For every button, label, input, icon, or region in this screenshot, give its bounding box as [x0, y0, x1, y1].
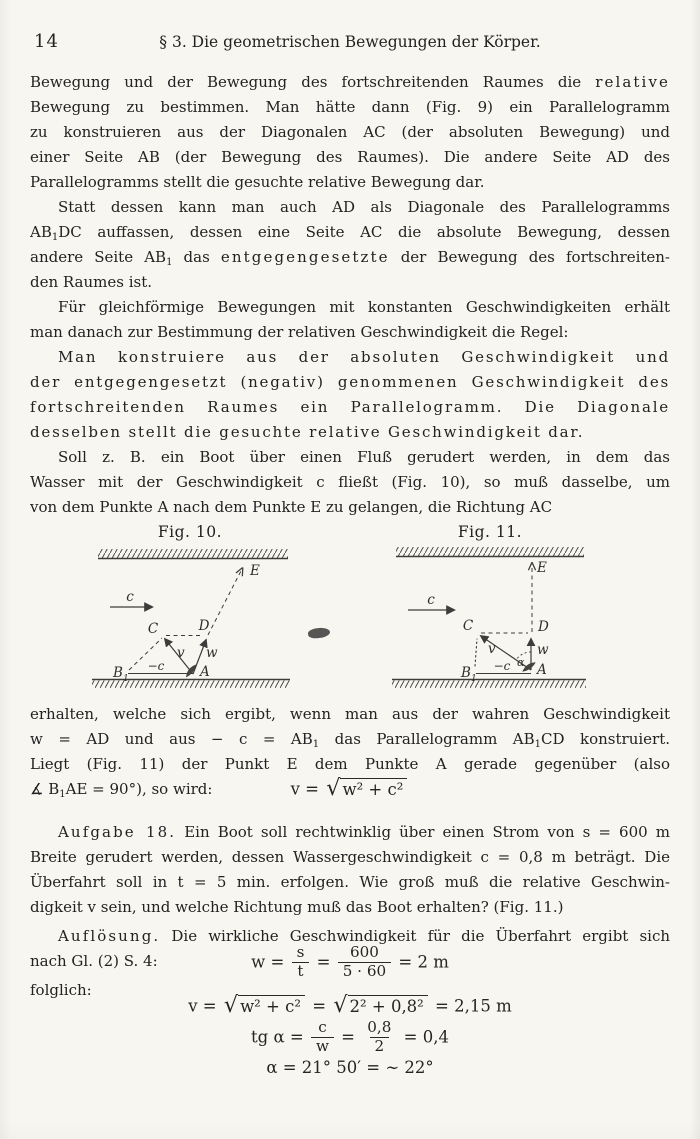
formula-text: w = — [251, 952, 290, 972]
text-run: Bewegung und der Bewegung des fortschreitenden Raumes die — [30, 73, 596, 91]
text-run: Ein Boot soll rechtwinklig über einen Strom von s = 600 m — [176, 823, 670, 842]
text-line — [30, 70, 670, 95]
text-line — [30, 870, 670, 895]
text-run: der Bewegung des fortschreiten- — [389, 248, 670, 266]
fig11-label-alpha: α — [517, 656, 525, 669]
fraction — [311, 1019, 334, 1055]
formula-text: = 2 m — [393, 952, 449, 972]
fig11-label-w: w — [537, 642, 549, 658]
text-line — [30, 370, 670, 395]
text-run: das Parallelogramm AB — [319, 730, 535, 748]
fig11-label-minus-c: −c — [493, 659, 511, 673]
text-line — [30, 270, 670, 295]
text-run: andere Seite AB — [30, 248, 167, 266]
formula-v-calculation — [30, 992, 670, 1019]
emphasized-text-run: Auflösung. — [58, 927, 161, 946]
figure-10-diagram — [40, 544, 340, 696]
text-run: von dem Punkte A nach dem Punkte E zu gelangen, die Richtung AC — [30, 498, 553, 516]
square-root — [223, 992, 305, 1019]
fraction-numerator: 0,8 — [367, 1018, 392, 1037]
fraction — [292, 944, 310, 980]
radical-sign: √ — [333, 992, 348, 1019]
text-run: Die wirkliche Geschwindigkeit für die Überfahrt ergibt sich — [160, 927, 670, 946]
text-run: das — [172, 248, 221, 266]
fig11-label-c: c — [427, 592, 435, 608]
fig11-label-E: E — [537, 560, 547, 576]
fraction-numerator: s — [296, 943, 305, 962]
fig10-label-v: v — [177, 645, 185, 661]
fig10-label-c: c — [126, 589, 134, 605]
text-line — [30, 95, 670, 120]
formula-text: = — [311, 952, 336, 972]
paragraph — [30, 70, 670, 195]
radicand: 2² + 0,8² — [348, 995, 428, 1016]
text-run: Für gleichförmige Bewegungen mit konstanten Geschwindigkeiten erhält — [58, 298, 670, 316]
formula-text: = — [335, 1027, 361, 1047]
formula-text: v = — [290, 779, 325, 799]
emphasized-text-run: Aufgabe 18. — [58, 823, 177, 842]
square-root — [333, 992, 428, 1019]
subscript: 1 — [534, 739, 542, 750]
text-run: einer Seite AB (der Bewegung des Raumes). Die andere Seite AD des — [30, 148, 670, 166]
fig11-label-B: B — [461, 665, 471, 681]
fig11-label-C: C — [462, 618, 474, 634]
square-root — [326, 775, 407, 801]
text-line — [30, 495, 670, 520]
paragraph — [30, 195, 670, 295]
formula-alpha-result — [30, 1057, 670, 1077]
subscript: 1 — [59, 789, 66, 800]
subscript: 1 — [312, 739, 320, 750]
text-run: ∡ B — [30, 780, 60, 798]
text-line — [30, 470, 670, 495]
radicand: w² + c² — [340, 778, 407, 799]
fraction-denominator: t — [292, 962, 308, 980]
emphasized-text-run: relative — [595, 73, 670, 91]
figures-row — [30, 544, 670, 696]
text-line — [30, 120, 670, 145]
formula-text: = 0,4 — [398, 1027, 449, 1047]
radical-sign: √ — [326, 775, 341, 801]
text-line — [30, 752, 670, 777]
formula-text: = 2,15 m — [429, 996, 512, 1016]
formula-text: tg α = — [251, 1027, 309, 1047]
fig10-label-C: C — [147, 621, 159, 637]
text-run: der entgegengesetzt (negativ) genommenen Geschwindigkeit des — [30, 373, 670, 391]
fig10-label-B: B — [113, 665, 123, 681]
text-block-aufgabe — [30, 820, 670, 920]
fraction-denominator: w — [311, 1037, 334, 1055]
fig11-label-A: A — [537, 662, 547, 678]
page-number: 14 — [34, 31, 59, 52]
text-line — [30, 845, 670, 870]
fraction — [338, 944, 391, 980]
figure-11 — [340, 544, 640, 696]
text-line — [30, 727, 670, 752]
text-line — [30, 702, 670, 727]
text-run: digkeit v sein, und welche Richtung muß das Boot erhalten? (Fig. 11.) — [30, 898, 564, 917]
text-run: DC auffassen, dessen eine Seite AC die absolute Bewegung, dessen — [58, 223, 670, 241]
radicand: w² + c² — [238, 995, 305, 1016]
text-run: Überfahrt soll in t = 5 min. erfolgen. Wie groß muß die relative Geschwin- — [30, 873, 670, 892]
text-run: Liegt (Fig. 11) der Punkt E dem Punkte A gerade gegenüber (also — [30, 755, 670, 773]
fig10-label-minus-c: −c — [147, 659, 165, 673]
text-run: Soll z. B. ein Boot über einen Fluß gerudert werden, in dem das — [58, 448, 670, 466]
subscript: 1 — [166, 257, 173, 268]
text-line — [30, 320, 670, 345]
text-run: Parallelogramms stellt die gesuchte relative Bewegung dar. — [30, 173, 485, 191]
formula-text: = — [306, 996, 332, 1016]
text-run: Bewegung zu bestimmen. Man hätte dann (Fig. 9) ein Parallelogramm — [30, 98, 670, 116]
text-run: fortschreitenden Raumes ein Parallelogramm. Die Diagonale — [30, 398, 670, 416]
text-line — [30, 420, 670, 445]
text-run: zu konstruieren aus der Diagonalen AC (der absoluten Bewegung) und — [30, 123, 670, 141]
fig10-label-D: D — [198, 618, 210, 634]
radical-sign: √ — [223, 992, 239, 1019]
folglich-label: folglich: — [30, 981, 92, 1000]
figure-10-caption: Fig. 10. — [157, 523, 223, 541]
fig10-label-E: E — [250, 563, 260, 579]
text-run: Breite gerudert werden, dessen Wassergeschwindigkeit c = 0,8 m beträgt. Die — [30, 848, 670, 867]
text-run: AE = 90°), so wird: — [65, 780, 213, 798]
text-run: erhalten, welche sich ergibt, wenn man aus der wahren Geschwindigkeit — [30, 705, 670, 723]
formula-tangent-alpha — [30, 1019, 670, 1055]
text-run: Man konstruiere aus der absoluten Geschwindigkeit und — [58, 348, 670, 366]
figure-captions-row — [30, 520, 670, 544]
figure-11-caption: Fig. 11. — [457, 523, 523, 541]
formula-text: v = — [188, 996, 222, 1016]
text-line — [30, 245, 670, 270]
text-line — [30, 895, 670, 920]
fig10-label-A: A — [200, 664, 210, 680]
formula-text: α = 21° 50′ = ∼ 22° — [266, 1058, 434, 1078]
fig11-river-banks — [392, 547, 586, 688]
fraction-numerator: c — [318, 1018, 327, 1037]
text-line — [30, 445, 670, 470]
paragraph — [30, 445, 670, 520]
text-run: man danach zur Bestimmung der relativen Geschwindigkeit die Regel: — [30, 323, 569, 341]
section-header: § 3. Die geometrischen Bewegungen der Körper. — [159, 33, 541, 51]
fraction-denominator: 2 — [370, 1037, 390, 1055]
text-run: CD konstruiert. — [541, 730, 670, 748]
text-run: Wasser mit der Geschwindigkeit c fließt (Fig. 10), so muß dasselbe, um — [30, 473, 670, 491]
text-block-upper — [30, 70, 670, 520]
text-line — [30, 220, 670, 245]
paragraph — [30, 820, 670, 920]
text-line — [30, 170, 670, 195]
text-run: desselben stellt die gesuchte relative Geschwindigkeit dar. — [30, 423, 585, 441]
text-run: AB — [30, 223, 52, 241]
paragraph — [30, 295, 670, 345]
text-line — [30, 145, 670, 170]
text-run: nach Gl. (2) S. 4: — [30, 952, 158, 971]
fraction-denominator: 5 · 60 — [338, 962, 391, 980]
text-line — [30, 395, 670, 420]
text-run: w = AD und aus − c = AB — [30, 730, 313, 748]
fig11-label-D: D — [538, 619, 549, 635]
fraction — [362, 1019, 396, 1055]
text-run: den Raumes ist. — [30, 273, 153, 291]
paragraph — [30, 345, 670, 445]
fig10-geometry — [110, 569, 242, 674]
subscript: 1 — [51, 232, 59, 243]
text-line — [30, 820, 670, 845]
text-line — [30, 345, 670, 370]
fig11-label-B-subscript: 1 — [471, 674, 477, 684]
text-run: Statt dessen kann man auch AD als Diagonale des Parallelogramms — [58, 198, 670, 216]
figure-11-diagram — [340, 544, 640, 696]
text-line — [30, 195, 670, 220]
figure-10 — [40, 544, 340, 696]
fig11-label-v: v — [488, 641, 496, 657]
text-line — [30, 295, 670, 320]
fraction-numerator: 600 — [349, 943, 379, 962]
fig10-label-B-subscript: 1 — [123, 674, 129, 684]
emphasized-text-run: entgegengesetzte — [220, 248, 390, 266]
page-header — [30, 30, 670, 54]
fig10-label-w: w — [206, 645, 218, 661]
